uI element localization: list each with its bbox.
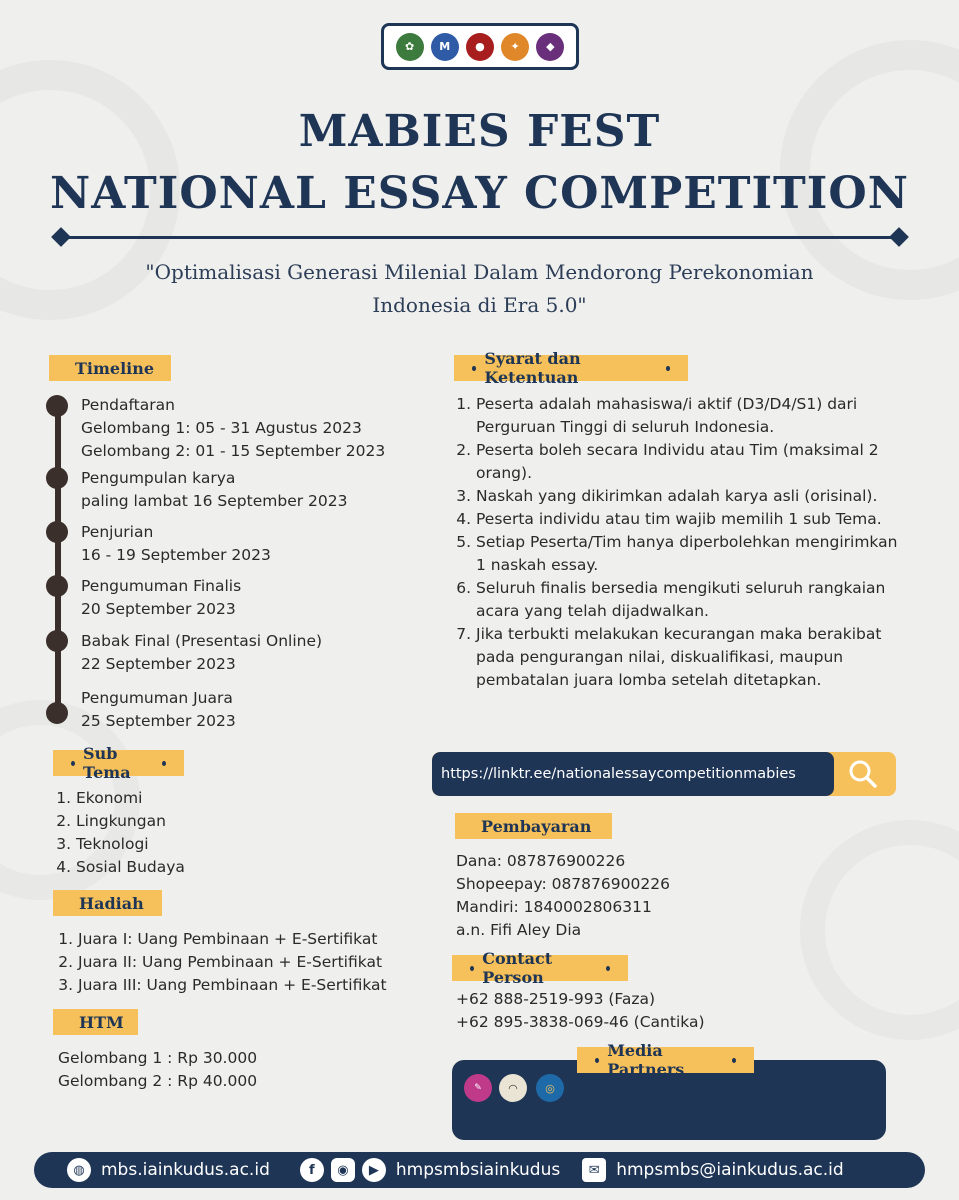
organization-logo: M — [431, 33, 459, 61]
contact-info: +62 888-2519-993 (Faza) +62 895-3838-069-46 (Cantika) — [456, 990, 705, 1031]
list-item: 3. Juara III: Uang Pembinaan + E-Sertifikat — [78, 974, 387, 997]
htm-tag: HTM — [53, 1009, 138, 1035]
social-handle[interactable]: hmpsmbsiainkudus — [395, 1160, 561, 1180]
mail-icon: ✉ — [582, 1158, 606, 1182]
timeline-line — [55, 402, 61, 714]
timeline-item-penjurian: Penjurian 16 - 19 September 2023 — [81, 523, 271, 564]
timeline-item-finalis: Pengumuman Finalis 20 September 2023 — [81, 577, 242, 618]
timeline-tag: Timeline — [49, 355, 171, 381]
organization-logo: ✿ — [396, 33, 424, 61]
globe-icon: ◍ — [67, 1158, 91, 1182]
list-item: 1. Peserta adalah mahasiswa/i aktif (D3/D4/S1) dari Perguruan Tinggi di seluruh Indonesia. — [476, 393, 906, 439]
list-item: 3. Naskah yang dikirimkan adalah karya asli (orisinal). — [476, 485, 906, 508]
timeline-dot — [46, 575, 68, 597]
media-partner-logo: ✎ — [464, 1074, 492, 1102]
list-item: 2. Peserta boleh secara Individu atau Tim (maksimal 2 orang). — [476, 439, 906, 485]
list-item: 1. Juara I: Uang Pembinaan + E-Sertifikat — [78, 928, 387, 951]
organization-logo: ✦ — [501, 33, 529, 61]
organization-logo: ● — [466, 33, 494, 61]
divider-diamond — [51, 227, 71, 247]
list-item: 3. Teknologi — [76, 833, 185, 856]
timeline-item-final: Babak Final (Presentasi Online) 22 September 2023 — [81, 632, 323, 673]
registration-link[interactable] — [432, 752, 896, 796]
sub-tema-list — [56, 787, 185, 879]
competition-title: NATIONAL ESSAY COMPETITION — [50, 168, 909, 219]
divider-diamond — [889, 227, 909, 247]
payment-info: Dana: 087876900226 Shopeepay: 087876900226 Mandiri: 1840002806311 a.n. Fifi Aley Dia — [456, 852, 670, 939]
footer-bar — [34, 1152, 925, 1188]
timeline-dot — [46, 630, 68, 652]
sponsor-logos — [381, 23, 579, 70]
htm-prices: Gelombang 1 : Rp 30.000 Gelombang 2 : Rp 40.000 — [58, 1049, 258, 1090]
timeline-dot — [46, 702, 68, 724]
email-link[interactable]: hmpsmbs@iainkudus.ac.id — [616, 1160, 844, 1180]
background-ornament — [800, 820, 959, 1040]
organization-logo: ◆ — [536, 33, 564, 61]
timeline-item-pengumpulan: Pengumpulan karya paling lambat 16 September 2023 — [81, 469, 348, 510]
list-item: 2. Lingkungan — [76, 810, 185, 833]
title-divider — [60, 236, 900, 239]
list-item: 4. Sosial Budaya — [76, 856, 185, 879]
sub-tema-tag: Sub Tema — [53, 750, 184, 776]
syarat-tag: Syarat dan Ketentuan — [454, 355, 688, 381]
timeline-dot — [46, 395, 68, 417]
youtube-icon[interactable]: ▶ — [362, 1158, 386, 1182]
timeline-item-pendaftaran: Pendaftaran Gelombang 1: 05 - 31 Agustus 2023 Gelombang 2: 01 - 15 September 2023 — [81, 396, 386, 460]
pembayaran-tag: Pembayaran — [455, 813, 612, 839]
facebook-icon[interactable]: f — [300, 1158, 324, 1182]
website-link[interactable]: mbs.iainkudus.ac.id — [101, 1160, 270, 1180]
media-partners-tag: Media Partners — [577, 1047, 754, 1073]
timeline-dot — [46, 521, 68, 543]
contact-tag: Contact Person — [452, 955, 628, 981]
syarat-list — [456, 393, 906, 692]
search-icon[interactable] — [848, 759, 878, 789]
list-item: 1. Ekonomi — [76, 787, 185, 810]
list-item: 6. Seluruh finalis bersedia mengikuti seluruh rangkaian acara yang telah dijadwalkan. — [476, 577, 906, 623]
hadiah-list — [58, 928, 387, 997]
list-item: 4. Peserta individu atau tim wajib memilih 1 sub Tema. — [476, 508, 906, 531]
theme-text: "Optimalisasi Generasi Milenial Dalam Mendorong Perekonomian Indonesia di Era 5.0" — [145, 260, 814, 317]
media-partner-logo: ◠ — [499, 1074, 527, 1102]
timeline-item-juara: Pengumuman Juara 25 September 2023 — [81, 689, 236, 730]
hadiah-tag: Hadiah — [53, 890, 162, 916]
registration-url[interactable]: https://linktr.ee/nationalessaycompetitionmabies — [432, 752, 834, 796]
event-title: MABIES FEST — [298, 106, 661, 157]
timeline-dot — [46, 467, 68, 489]
instagram-icon[interactable]: ◉ — [331, 1158, 355, 1182]
list-item: 5. Setiap Peserta/Tim hanya diperbolehkan mengirimkan 1 naskah essay. — [476, 531, 906, 577]
media-partner-logo: ◎ — [536, 1074, 564, 1102]
list-item: 7. Jika terbukti melakukan kecurangan maka berakibat pada pengurangan nilai, diskualifikasi, maupun pembatalan juara lomba setelah ditetapkan. — [476, 623, 906, 692]
list-item: 2. Juara II: Uang Pembinaan + E-Sertifikat — [78, 951, 387, 974]
